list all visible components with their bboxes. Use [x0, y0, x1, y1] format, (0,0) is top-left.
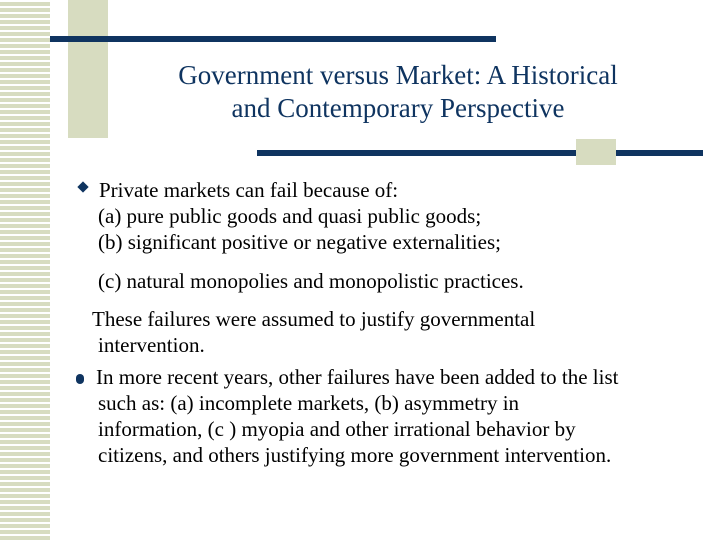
bullet-2-line-4: citizens, and others justifying more government intervention.: [98, 443, 612, 467]
bullet-1-item-c: (c) natural monopolies and monopolistic practices.: [98, 269, 524, 293]
title-line-1: Government versus Market: A Historical: [178, 60, 618, 90]
bullet-2-line-1: In more recent years, other failures have been added to the list: [96, 365, 619, 389]
bullet-1-item-b: (b) significant positive or negative externalities;: [98, 230, 501, 254]
bullet-1-conclusion-line-1: These failures were assumed to justify governmental: [92, 307, 536, 331]
bullet-1-item-a: (a) pure public goods and quasi public goods;: [98, 204, 482, 228]
bullet-1-lead: Private markets can fail because of:: [99, 178, 399, 202]
round-bullet-icon: [76, 374, 84, 384]
title-line-2: and Contemporary Perspective: [231, 93, 565, 123]
bullet-1-conclusion-line-2: intervention.: [98, 333, 205, 357]
bullet-2-line-3: information, (c ) myopia and other irrational behavior by: [98, 417, 576, 441]
diamond-bullet-icon: [77, 181, 88, 192]
bullet-2-line-2: such as: (a) incomplete markets, (b) asymmetry in: [98, 391, 520, 415]
